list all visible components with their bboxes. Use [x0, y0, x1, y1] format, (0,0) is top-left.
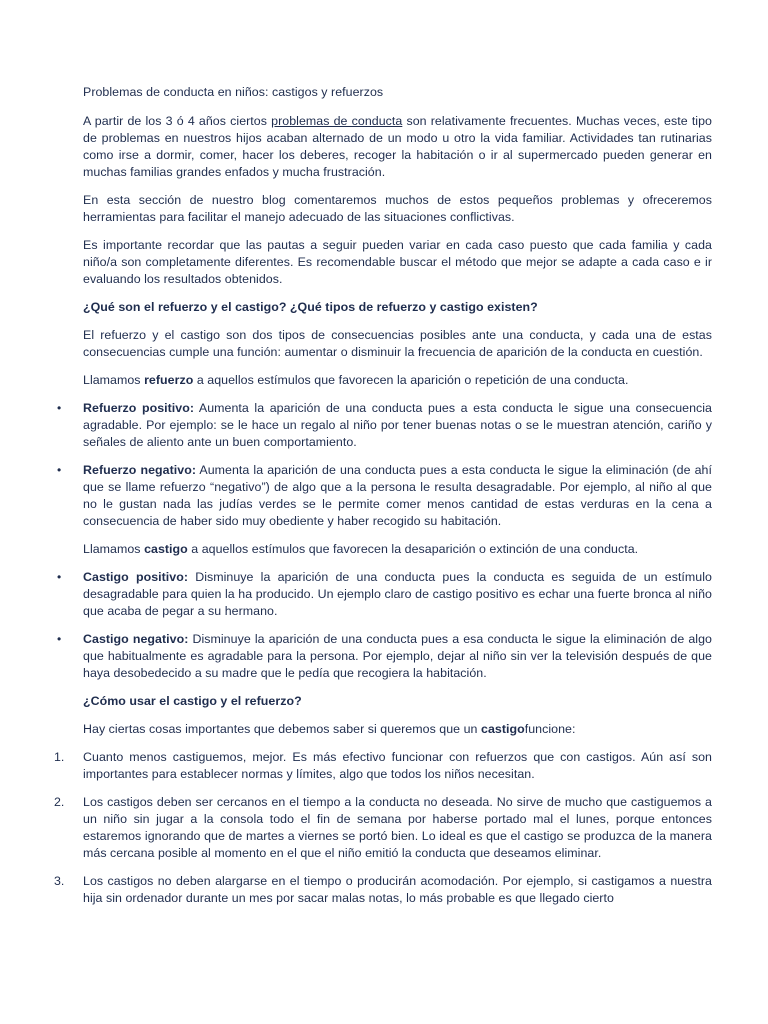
refuerzo-negativo-text — [83, 462, 712, 530]
numbered-item-text: Los castigos no deben alargarse en el tiempo o producirán acomodación. Por ejemplo, si castigamos a nuestra hija sin ordenador durante un mes por sacar malas notas, lo más probable es que llegado cierto — [83, 874, 712, 905]
castigo-positivo-description: Disminuye la aparición de una conducta pues la conducta es seguida de un estímulo desagradable para quien la ha producido. Un ejemplo claro de castigo positivo es echar una fuerte bronca al niño que acaba de pegar a su hermano. — [83, 570, 712, 618]
list-item-refuerzo-negativo — [57, 462, 712, 530]
refuerzo-positivo-description: Aumenta la aparición de una conducta pues a esta conducta le sigue una consecuencia agradable. Por ejemplo: se le hace un regalo al niño por tener buenas notas o se le muestran atención, cariño y señales de aliento ante un buen comportamiento. — [83, 401, 713, 449]
refuerzo-positivo-text — [83, 400, 712, 451]
numbered-item-3 — [54, 873, 712, 907]
castigo-negativo-text — [83, 631, 712, 682]
bullet-icon: • — [57, 401, 62, 415]
list-item-refuerzo-positivo — [57, 400, 713, 451]
bullet-icon: • — [57, 463, 62, 477]
blog-section-paragraph: En esta sección de nuestro blog comentaremos muchos de estos pequeños problemas y ofreceremos herramientas para facilitar el manejo adecuado de las situaciones conflictivas. — [83, 193, 712, 224]
castigo-positivo-term: Castigo positivo: — [83, 570, 189, 584]
consecuencias-paragraph: El refuerzo y el castigo son dos tipos de consecuencias posibles ante una conducta, y cada una de estas consecuencias cumple una función: aumentar o disminuir la frecuencia de aparición de la conducta en cuestión. — [83, 328, 712, 359]
numbered-item-2 — [54, 794, 712, 862]
refuerzo-definition — [83, 372, 712, 389]
castigo-def-end: a aquellos estímulos que favorecen la desaparición o extinción de una conducta. — [187, 542, 639, 556]
section-heading-refuerzo-castigo: ¿Qué son el refuerzo y el castigo? ¿Qué tipos de refuerzo y castigo existen? — [83, 300, 538, 314]
refuerzo-def-start: Llamamos — [83, 373, 145, 387]
numbered-item-text: Cuanto menos castiguemos, mejor. Es más efectivo funcionar con refuerzos que con castigos. Aún así son importantes para establecer normas y límites, algo que todos los niños necesitan. — [83, 750, 712, 781]
refuerzo-positivo-term: Refuerzo positivo: — [83, 401, 195, 415]
intro-text-start: A partir de los 3 ó 4 años ciertos — [83, 114, 272, 128]
bullet-icon: • — [57, 570, 62, 584]
list-number: 3. — [54, 874, 65, 888]
list-number: 2. — [54, 795, 65, 809]
numbered-item-text: Los castigos deben ser cercanos en el tiempo a la conducta no deseada. No sirve de mucho que castiguemos a un niño sin jugar a la consola todo el fin de semana por haberse portado mal el lunes, porque entonces estaremos ignorando que de martes a viernes se portó bien. Lo ideal es que el castigo se produzca de la manera más cercana posible al momento en el que el niño emitió la conducta que deseamos eliminar. — [83, 795, 712, 860]
intro-text-end: son relativamente frecuentes. Muchas veces, este tipo de problemas en nuestros hijos acaban alternado de un modo u otro la vida familiar. Actividades tan rutinarias como irse a dormir, comer, hacer los deberes, recoger la habitación o ir al supermercado pueden generar en muchas familias grandes enfados y mucha frustración. — [83, 114, 712, 179]
refuerzo-negativo-term: Refuerzo negativo: — [83, 463, 197, 477]
list-number: 1. — [54, 750, 65, 764]
list-item-castigo-positivo — [57, 569, 712, 620]
castigo-positivo-text — [83, 569, 712, 620]
cosas-text-end: funcione: — [524, 722, 576, 736]
castigo-def-start: Llamamos — [83, 542, 145, 556]
castigo-negativo-term: Castigo negativo: — [83, 632, 189, 646]
bullet-icon: • — [57, 632, 62, 646]
pautas-paragraph: Es importante recordar que las pautas a seguir pueden variar en cada caso puesto que cada familia y cada niño/a son completamente diferentes. Es recomendable buscar el método que mejor se adapte a cada caso e ir evaluando los resultados obtenidos. — [83, 238, 712, 286]
refuerzo-def-end: a aquellos estímulos que favorecen la aparición o repetición de una conducta. — [193, 373, 629, 387]
castigo-negativo-description: Disminuye la aparición de una conducta pues a esa conducta le sigue la eliminación de algo que habitualmente es agradable para la persona. Por ejemplo, dejar al niño sin ver la televisión después de que haya desobedecido a su madre que le pedía que recogiera la habitación. — [83, 632, 712, 680]
numbered-item-1 — [54, 749, 712, 783]
problemas-de-conducta-link[interactable]: problemas de conducta — [271, 114, 403, 128]
refuerzo-negativo-description: Aumenta la aparición de una conducta pues a esta conducta le sigue la eliminación (de ahí que se llame refuerzo “negativo”) de algo que a la persona le resulta desagradable. Por ejemplo, al niño al que no le gustan nada las judías verdes se le permite comer menos cantidad de estas verduras en la cena a consecuencia de haber sido muy obediente y haber recogido su habitación. — [83, 463, 712, 528]
list-item-castigo-negativo — [57, 631, 712, 682]
castigo-term: castigo — [144, 542, 188, 556]
section-heading-como-usar: ¿Cómo usar el castigo y el refuerzo? — [83, 694, 302, 708]
castigo-inline-term: castigo — [481, 722, 525, 736]
cosas-text-start: Hay ciertas cosas importantes que debemos saber si queremos que un — [83, 722, 481, 736]
document-title: Problemas de conducta en niños: castigos y refuerzos — [83, 85, 384, 99]
cosas-importantes-paragraph — [83, 721, 712, 738]
castigo-definition — [83, 541, 712, 558]
intro-paragraph — [83, 113, 712, 181]
refuerzo-term: refuerzo — [144, 373, 194, 387]
